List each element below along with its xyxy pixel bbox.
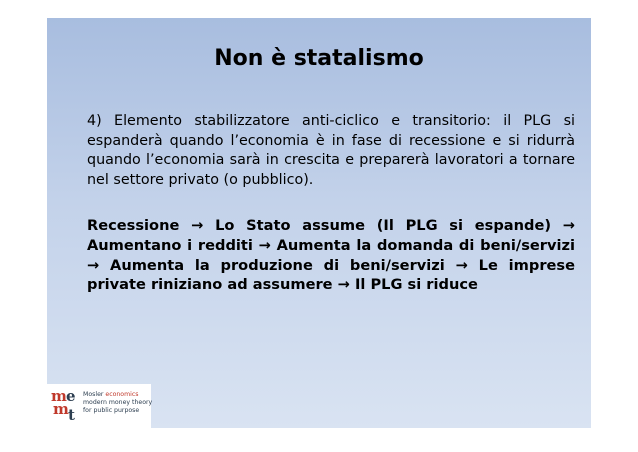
slide-title: Non è statalismo <box>214 46 424 71</box>
paragraph-cycle-chain: Recessione → Lo Stato assume (Il PLG si espande) → Aumentano i redditi → Aumenta la domanda di beni/servizi → Aumenta la produzione di beni/servizi → Le imprese private riniziano ad assumere → Il PLG si riduce <box>87 217 575 294</box>
logo-text <box>83 391 152 415</box>
mmt-logo-mark-icon: m e m t <box>51 387 76 424</box>
slide-body <box>87 112 575 295</box>
logo-line-3: for public purpose <box>83 407 140 414</box>
slide <box>47 18 591 428</box>
logo-line-1: Mosler economics <box>83 391 139 398</box>
logo-line-2: modern money theory <box>83 399 153 406</box>
mosler-economics-logo <box>47 384 151 428</box>
paragraph-stabilizer: 4) Elemento stabilizzatore anti-ciclico e transitorio: il PLG si espanderà quando l’economia è in fase di recessione e si ridurrà quando l’economia sarà in crescita e preparerà lavoratori a tornare nel settore privato (o pubblico). <box>87 113 575 188</box>
